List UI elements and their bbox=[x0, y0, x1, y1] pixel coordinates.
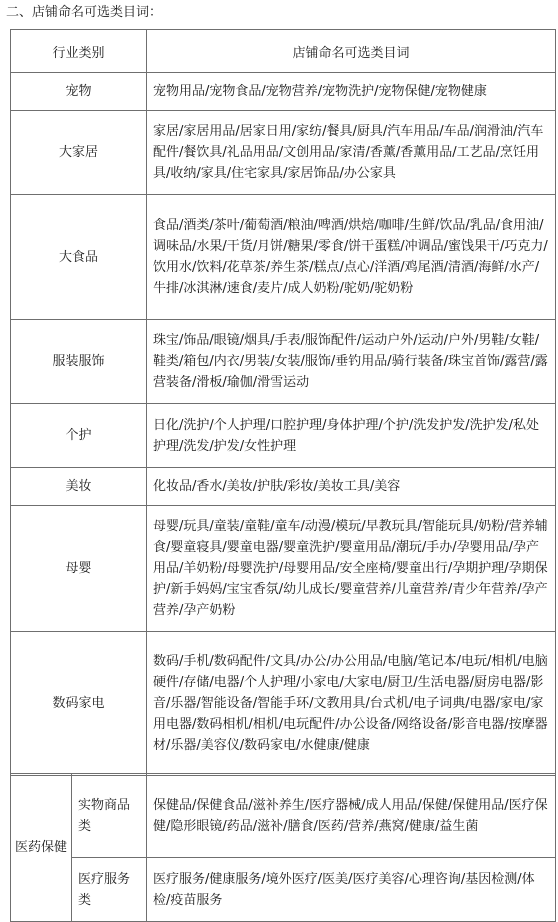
row-items: 日化/洗护/个人护理/口腔护理/身体护理/个护/洗发护发/洗护发/私处护理/洗发/护发/女性护理 bbox=[147, 404, 556, 468]
row-subcategory: 实物商品类 bbox=[72, 774, 147, 858]
table-header-row bbox=[11, 30, 556, 73]
row-items: 保健品/保健食品/滋补养生/医疗器械/成人用品/保健/保健用品/医疗保健/隐形眼镜/药品/滋补/膳食/医药/营养/燕窝/健康/益生菌 bbox=[147, 774, 556, 858]
row-items: 食品/酒类/茶叶/葡萄酒/粮油/啤酒/烘焙/咖啡/生鲜/饮品/乳品/食用油/调味品/水果/干货/月饼/糖果/零食/饼干蛋糕/冲调品/蜜饯果干/巧克力/饮用水/饮料/花草茶/养生茶/糕点/点心/洋酒/鸡尾酒/清酒/海鲜/水产/牛排/冰淇淋/速食/麦片/成人奶粉/驼奶/驼奶粉 bbox=[147, 195, 556, 320]
row-category: 大食品 bbox=[11, 195, 147, 320]
table-row bbox=[11, 111, 556, 195]
row-category: 美妆 bbox=[11, 468, 147, 506]
row-category: 个护 bbox=[11, 404, 147, 468]
row-items: 宠物用品/宠物食品/宠物营养/宠物洗护/宠物保健/宠物健康 bbox=[147, 73, 556, 111]
table-row bbox=[11, 468, 556, 506]
section-heading: 二、店铺命名可选类目词： bbox=[6, 5, 163, 20]
row-category-medical: 医药保健 bbox=[11, 774, 72, 922]
table-row bbox=[11, 506, 556, 632]
row-category: 大家居 bbox=[11, 111, 147, 195]
row-category: 数码家电 bbox=[11, 632, 147, 776]
table-row bbox=[11, 632, 556, 776]
header-options: 店铺命名可选类目词 bbox=[147, 30, 556, 73]
table-row bbox=[11, 858, 556, 922]
row-items: 化妆品/香水/美妆/护肤/彩妆/美妆工具/美容 bbox=[147, 468, 556, 506]
medical-table bbox=[10, 773, 556, 922]
row-items: 数码/手机/数码配件/文具/办公/办公用品/电脑/笔记本/电玩/相机/电脑硬件/存储/电器/个人护理/小家电/大家电/厨卫/生活电器/厨房电器/影音/乐器/智能设备/智能手环/文教用具/台式机/电子词典/电器/家电/家用电器/数码相机/相机/电玩配件/办公设备/网络设备/影音电器/按摩器材/乐器/美容仪/数码家电/水健康/健康 bbox=[147, 632, 556, 776]
table-row bbox=[11, 404, 556, 468]
row-items: 家居/家居用品/居家日用/家纺/餐具/厨具/汽车用品/车品/润滑油/汽车配件/餐饮具/礼品用品/文创用品/家清/香薰/香薰用品/工艺品/烹饪用具/收纳/家具/住宅家具/家居饰品/办公家具 bbox=[147, 111, 556, 195]
table-row bbox=[11, 320, 556, 404]
header-category: 行业类别 bbox=[11, 30, 147, 73]
row-items: 医疗服务/健康服务/境外医疗/医美/医疗美容/心理咨询/基因检测/体检/疫苗服务 bbox=[147, 858, 556, 922]
category-table bbox=[10, 29, 556, 776]
row-items: 珠宝/饰品/眼镜/烟具/手表/服饰配件/运动户外/运动/户外/男鞋/女鞋/鞋类/箱包/内衣/男装/女装/服饰/垂钓用品/骑行装备/珠宝首饰/露营/露营装备/滑板/瑜伽/滑雪运动 bbox=[147, 320, 556, 404]
row-category: 宠物 bbox=[11, 73, 147, 111]
row-items: 母婴/玩具/童装/童鞋/童车/动漫/模玩/早教玩具/智能玩具/奶粉/营养辅食/婴童寝具/婴童电器/婴童洗护/婴童用品/潮玩/手办/孕婴用品/孕产用品/羊奶粉/母婴洗护/母婴用品/安全座椅/婴童出行/孕期护理/孕期保护/新手妈妈/宝宝香氛/幼儿成长/婴童营养/儿童营养/青少年营养/孕产营养/孕产奶粉 bbox=[147, 506, 556, 632]
row-category: 服装服饰 bbox=[11, 320, 147, 404]
table-row bbox=[11, 73, 556, 111]
row-category: 母婴 bbox=[11, 506, 147, 632]
table-row bbox=[11, 195, 556, 320]
row-subcategory: 医疗服务类 bbox=[72, 858, 147, 922]
table-row bbox=[11, 774, 556, 858]
